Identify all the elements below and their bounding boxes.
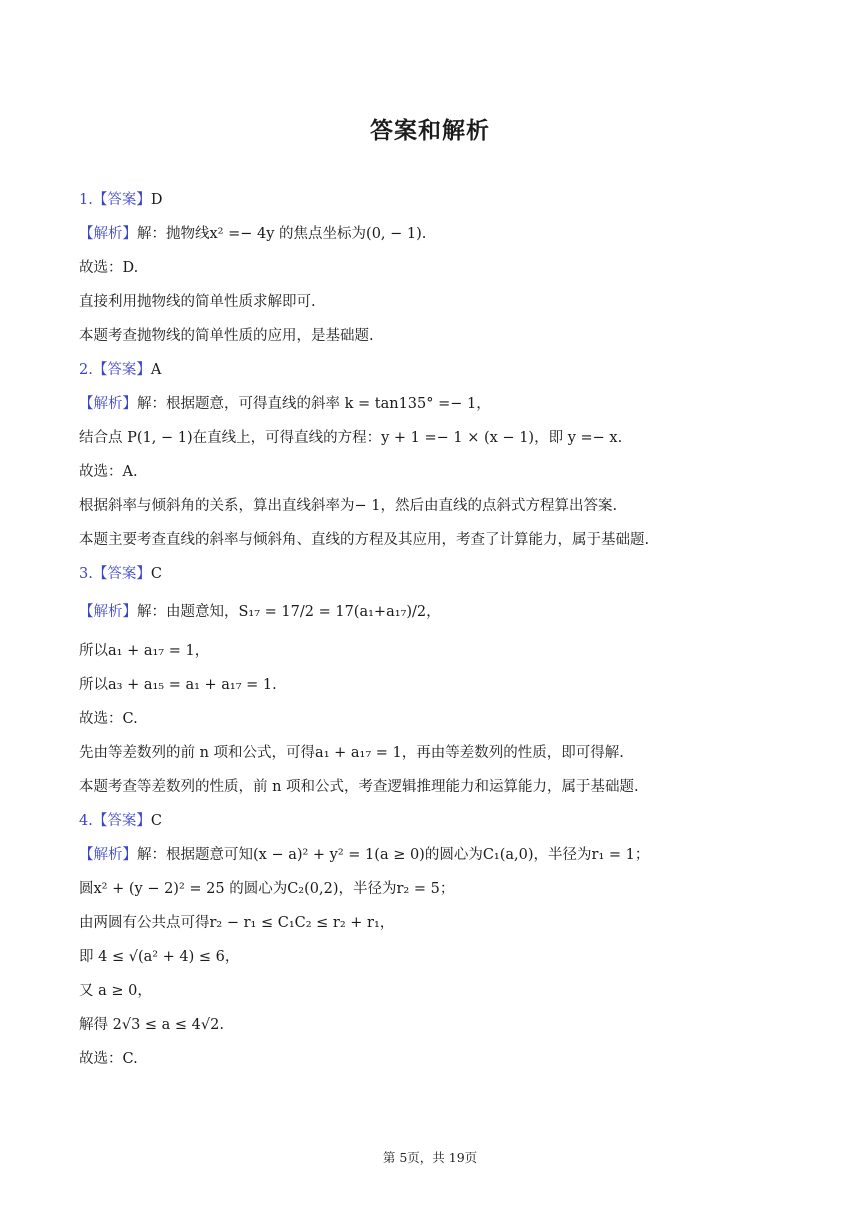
line-text: 故选：D.	[79, 260, 139, 276]
text-line	[79, 564, 162, 584]
text-line	[79, 1015, 224, 1035]
section-label: 2.【答案】	[79, 362, 151, 378]
line-text: 圆x² + (y − 2)² = 25 的圆心为C₂(0,2)，半径为r₂ = 5；	[79, 881, 455, 897]
text-line	[79, 292, 316, 312]
text-line	[79, 845, 649, 865]
text-line	[79, 913, 394, 933]
text-line	[79, 811, 162, 831]
section-label: 3.【答案】	[79, 566, 151, 582]
line-text: 解得 2√3 ≤ a ≤ 4√2.	[79, 1017, 224, 1033]
text-line	[79, 224, 426, 244]
text-line	[79, 326, 374, 346]
text-line	[79, 947, 239, 967]
section-label: 1.【答案】	[79, 192, 151, 208]
section-label: 【解析】	[79, 604, 137, 620]
line-text: 即 4 ≤ √(a² + 4) ≤ 6，	[79, 949, 240, 965]
line-text: 解：抛物线x² =− 4y 的焦点坐标为(0, − 1).	[137, 226, 427, 242]
line-text: 解：根据题意，可得直线的斜率 k = tan135° =− 1，	[137, 396, 491, 412]
text-line	[79, 530, 649, 550]
line-text: 先由等差数列的前 n 项和公式，可得a₁ + a₁₇ = 1，再由等差数列的性质，即可得解.	[79, 745, 624, 761]
page-title: 答案和解析	[370, 118, 490, 144]
line-text: 本题主要考查直线的斜率与倾斜角、直线的方程及其应用，考查了计算能力，属于基础题.	[79, 532, 650, 548]
section-label: 【解析】	[79, 396, 137, 412]
text-line	[79, 190, 162, 210]
line-text: 所以a₁ + a₁₇ = 1，	[79, 643, 210, 659]
line-text: 由两圆有公共点可得r₂ − r₁ ≤ C₁C₂ ≤ r₂ + r₁，	[79, 915, 395, 931]
text-line	[79, 777, 639, 797]
line-text: D	[150, 192, 163, 208]
text-line	[79, 1049, 138, 1069]
text-line	[79, 709, 138, 729]
line-text: C	[150, 566, 162, 582]
line-text: C	[150, 813, 162, 829]
text-line	[79, 496, 617, 516]
text-line	[79, 641, 209, 661]
text-line	[79, 258, 138, 278]
text-line	[79, 394, 491, 414]
section-label: 4.【答案】	[79, 813, 151, 829]
line-text: A	[150, 362, 162, 378]
text-line	[79, 879, 454, 899]
section-label: 【解析】	[79, 226, 137, 242]
line-text: 解：由题意知，S₁₇ = 17/2 = 17(a₁+a₁₇)/2，	[137, 604, 441, 620]
page-footer: 第 5页，共 19页	[382, 1150, 478, 1165]
text-line	[79, 462, 138, 482]
line-text: 故选：C.	[79, 711, 138, 727]
line-text: 结合点 P(1, − 1)在直线上，可得直线的方程：y + 1 =− 1 × (x − 1)，即 y =− x.	[79, 430, 623, 446]
line-text: 故选：A.	[79, 464, 138, 480]
line-text: 故选：C.	[79, 1051, 138, 1067]
line-text: 本题考查等差数列的性质，前 n 项和公式，考查逻辑推理能力和运算能力，属于基础题.	[79, 779, 639, 795]
text-line	[79, 602, 441, 622]
text-line	[79, 428, 622, 448]
section-label: 【解析】	[79, 847, 137, 863]
line-text: 又 a ≥ 0，	[79, 983, 152, 999]
line-text: 根据斜率与倾斜角的关系，算出直线斜率为− 1，然后由直线的点斜式方程算出答案.	[79, 498, 618, 514]
line-text: 解：根据题意可知(x − a)² + y² = 1(a ≥ 0)的圆心为C₁(a,0)，半径为r₁ = 1；	[137, 847, 650, 863]
line-text: 所以a₃ + a₁₅ = a₁ + a₁₇ = 1.	[79, 677, 277, 693]
text-line	[79, 981, 152, 1001]
line-text: 本题考查抛物线的简单性质的应用，是基础题.	[79, 328, 374, 344]
text-line	[79, 743, 624, 763]
text-line	[79, 360, 161, 380]
line-text: 直接利用抛物线的简单性质求解即可.	[79, 294, 316, 310]
text-line	[79, 675, 277, 695]
